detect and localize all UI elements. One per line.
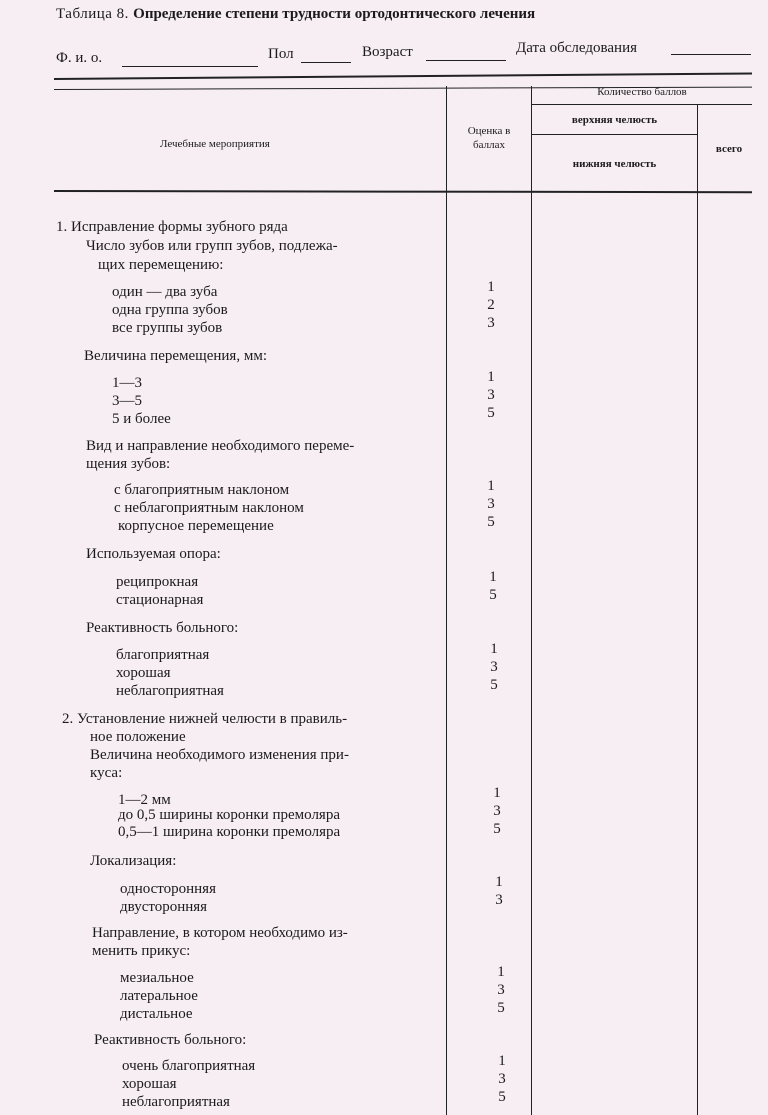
row-text: Вид и направление необходимого переме- <box>86 438 355 454</box>
score-value: 1 <box>493 785 501 801</box>
score-value: 3 <box>487 387 495 403</box>
score-value: 3 <box>490 659 498 675</box>
row-text: хорошая <box>116 665 171 681</box>
row-text: неблагоприятная <box>116 683 224 699</box>
row-text: 1—2 мм <box>118 792 171 808</box>
row-text: один — два зуба <box>112 284 218 300</box>
score-value: 1 <box>498 1053 506 1069</box>
row-text: Локализация: <box>90 853 177 869</box>
row-text: 5 и более <box>112 411 171 427</box>
score-value: 1 <box>487 279 495 295</box>
row-text: дистальное <box>120 1006 193 1022</box>
column-divider-2 <box>531 86 532 1115</box>
score-value: 5 <box>498 1089 506 1105</box>
score-value: 5 <box>487 405 495 421</box>
score-value: 3 <box>493 803 501 819</box>
fio-field[interactable] <box>122 66 258 67</box>
section-2-title: 2. Установление нижней челюсти в правиль- <box>62 711 348 727</box>
table-number: Таблица 8. <box>56 6 129 22</box>
score-value: 5 <box>490 677 498 693</box>
row-text: 3—5 <box>112 393 142 409</box>
header-top-rule <box>54 73 752 80</box>
header-upper-jaw: верхняя челюсть <box>571 114 658 126</box>
score-value: 1 <box>497 964 505 980</box>
row-text: очень благоприятная <box>122 1058 256 1074</box>
fio-label: Ф. и. о. <box>56 50 103 66</box>
column-divider-3 <box>697 104 698 1115</box>
column-divider-1 <box>446 86 447 1115</box>
row-text: все группы зубов <box>112 320 223 336</box>
row-text: латеральное <box>120 988 198 1004</box>
date-field[interactable] <box>671 54 751 55</box>
age-field[interactable] <box>426 60 506 61</box>
score-value: 3 <box>487 315 495 331</box>
row-text: хорошая <box>122 1076 177 1092</box>
score-value: 5 <box>487 514 495 530</box>
score-value: 3 <box>487 496 495 512</box>
row-text: неблагоприятная <box>122 1094 230 1110</box>
points-rule <box>532 104 752 105</box>
table-caption: Определение степени трудности ортодонтического лечения <box>133 6 536 22</box>
score-value: 1 <box>489 569 497 585</box>
row-text: стационарная <box>116 592 204 608</box>
row-text: односторонняя <box>120 881 216 897</box>
header-points: Количество баллов <box>597 86 687 98</box>
header-total: всего <box>715 143 743 155</box>
sex-field[interactable] <box>301 62 351 63</box>
row-text: менить прикус: <box>92 943 191 959</box>
score-value: 1 <box>495 874 503 890</box>
age-label: Возраст <box>362 44 413 60</box>
date-label: Дата обследования <box>516 40 638 56</box>
row-text: куса: <box>90 765 123 781</box>
header-bottom-rule <box>54 190 752 193</box>
row-text: Направление, в котором необходимо из- <box>92 925 348 941</box>
row-text: Используемая опора: <box>86 546 221 562</box>
row-text: Величина необходимого изменения при- <box>90 747 349 763</box>
score-value: 5 <box>493 821 501 837</box>
row-text: Величина перемещения, мм: <box>84 348 267 364</box>
row-text: благоприятная <box>116 647 210 663</box>
row-text: щения зубов: <box>86 456 171 472</box>
score-value: 3 <box>497 982 505 998</box>
header-measures: Лечебные мероприятия <box>160 138 270 150</box>
row-text: 0,5—1 ширина коронки премоляра <box>118 824 341 840</box>
row-text: одна группа зубов <box>112 302 228 318</box>
section-1-title: 1. Исправление формы зубного ряда <box>56 219 288 235</box>
row-text: реципрокная <box>116 574 199 590</box>
row-text: с благоприятным наклоном <box>114 482 290 498</box>
row-text: Реактивность больного: <box>86 620 239 636</box>
row-text: Реактивность больного: <box>94 1032 247 1048</box>
upper-rule <box>532 134 697 135</box>
score-value: 2 <box>487 297 495 313</box>
row-text: щих перемещению: <box>98 257 224 273</box>
score-value: 3 <box>498 1071 506 1087</box>
row-text: мезиальное <box>120 970 194 986</box>
row-text: 1—3 <box>112 375 142 391</box>
score-value: 1 <box>487 369 495 385</box>
row-text: до 0,5 ширины коронки премоляра <box>118 807 340 823</box>
row-text: корпусное перемещение <box>118 518 274 534</box>
score-value: 1 <box>487 478 495 494</box>
sex-label: Пол <box>268 46 294 62</box>
header-score-1: Оценка в <box>467 125 511 137</box>
table-title <box>56 6 535 23</box>
row-text: ное положение <box>90 729 186 745</box>
score-value: 5 <box>497 1000 505 1016</box>
score-value: 3 <box>495 892 503 908</box>
row-text: двусторонняя <box>120 899 208 915</box>
header-score-2: баллах <box>473 139 505 151</box>
row-text: Число зубов или групп зубов, подлежа- <box>86 238 338 254</box>
row-text: с неблагоприятным наклоном <box>114 500 304 516</box>
score-value: 5 <box>489 587 497 603</box>
header-lower-jaw: нижняя челюсть <box>572 158 657 170</box>
score-value: 1 <box>490 641 498 657</box>
